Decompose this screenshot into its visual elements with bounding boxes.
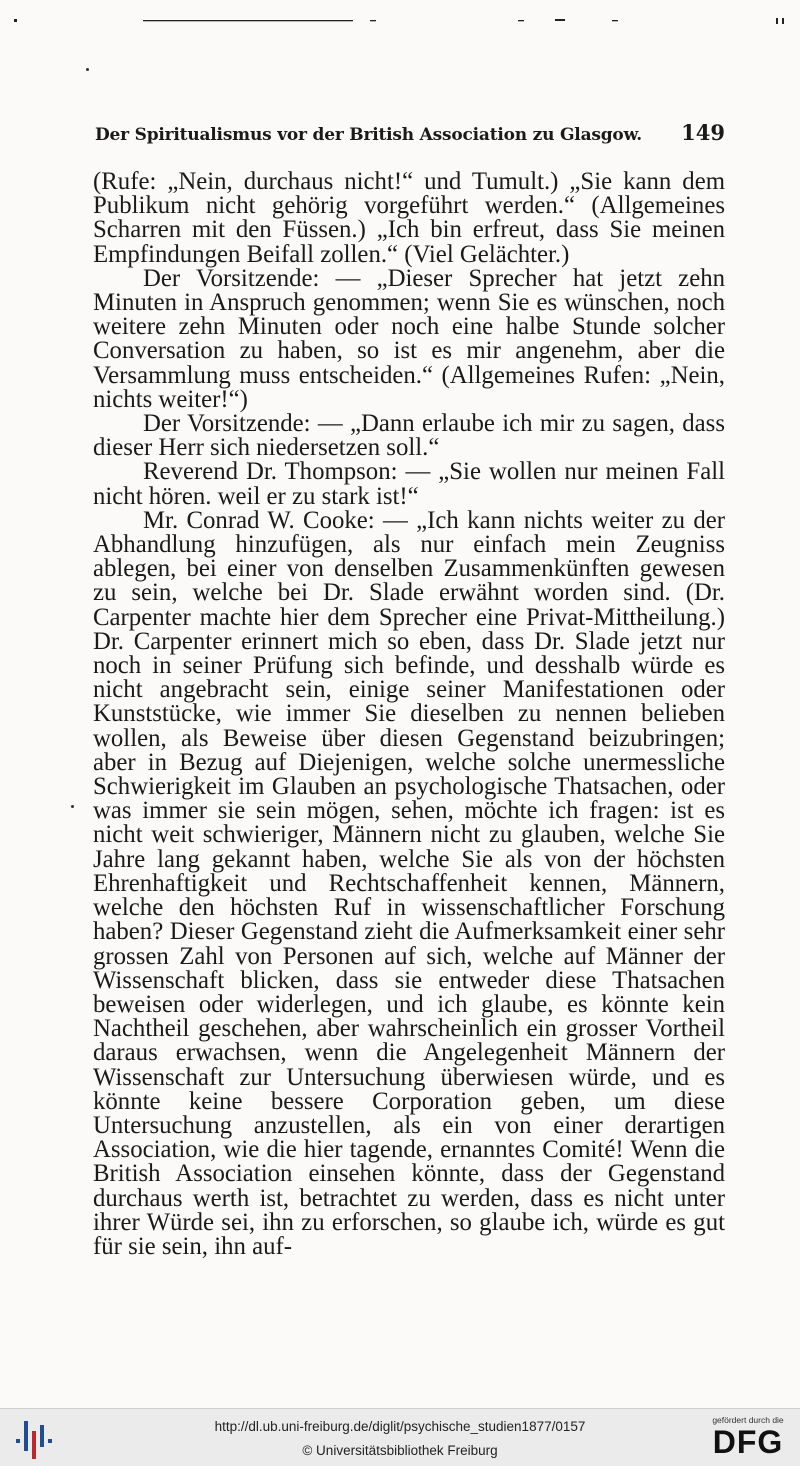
dfg-tagline: gefördert durch die: [712, 1415, 784, 1425]
paragraph: Mr. Conrad W. Cooke: — „Ich kann nichts weiter zu der Abhandlung hinzufügen, als nur einfach mein Zeugniss ablegen, bei einer von denselben Zusammenkünften gewesen zu sein, welche bei Dr. Slade erwähnt worden sind. (Dr. Carpenter machte hier dem Sprecher eine Privat-Mittheilung.) Dr. Carpenter erinnert mich so eben, dass Dr. Slade jetzt nur noch in seiner Prüfung sich befinde, und desshalb würde es nicht angebracht sein, einige seiner Manifestationen oder Kunststücke, wie immer Sie dieselben zu nennen belieben wollen, als Beweise über diesen Gegenstand beizubringen; aber in Bezug auf Diejenigen, welche solche unermessliche Schwierigkeit im Glauben an psychologische Thatsachen, oder was immer sie sein mögen, sehen, möchte ich fragen: ist es nicht weit schwieriger, Männern nicht zu glauben, welche Sie Jahre lang gekannt haben, welche Sie als von der höchsten Ehrenhaftigkeit und Rechtschaffenheit kennen, Männern, welche den höchsten Ruf in wissenschaftlicher Forschung haben? Dieser Gegenstand zieht die Aufmerksamkeit einer sehr grossen Zahl von Personen auf sich, welche auf Männer der Wissenschaft blicken, dass sie entweder diese Thatsachen beweisen oder widerlegen, und ich glaube, es könnte kein Nachtheil geschehen, aber wahrscheinlich ein grosser Vortheil daraus erwachsen, wenn die Angelegenheit Männern der Wissenschaft zur Untersuchung überwiesen würde, und es könnte keine bessere Corporation geben, um diese Untersuchung anzustellen, als ein von einer derartigen Association, wie die hier tagende, ernanntes Comité! Wenn die British Association einsehen könnte, dass der Gegenstand durchaus werth ist, betrachtet zu werden, dass es nicht unter ihrer Würde sei, ihn zu erforschen, so glaube ich, würde es gut für sie sein, ihn auf-: [93, 506, 725, 1260]
paragraph: Der Vorsitzende: — „Dann erlaube ich mir zu sagen, dass dieser Herr sich niedersetzen soll.“: [93, 410, 725, 462]
dfg-badge: [704, 1415, 792, 1463]
copyright-notice: © Universitätsbibliothek Freiburg: [302, 1443, 498, 1458]
page-number: 149: [681, 120, 725, 145]
scan-speck: [71, 805, 74, 808]
paragraph: Reverend Dr. Thompson: — „Sie wollen nur meinen Fall nicht hören. weil er zu stark ist!“: [93, 458, 725, 510]
document-url[interactable]: http://dl.ub.uni-freiburg.de/diglit/psychische_studien1877/0157: [214, 1419, 586, 1434]
viewer-footer: [0, 1408, 800, 1466]
scan-speck: [86, 68, 89, 71]
paragraph: Der Vorsitzende: — „Dieser Sprecher hat jetzt zehn Minuten in Anspruch genommen; wenn Sie es wünschen, noch weitere zehn Minuten oder noch eine halbe Stunde solcher Conversation zu haben, so ist es mir angenehm, aber die Versammlung muss entscheiden.“ (Allgemeines Rufen: „Nein, nichts weiter!“): [93, 264, 725, 413]
running-title: Der Spiritualismus vor der British Association zu Glasgow.: [95, 125, 643, 145]
dfg-logo: DFG: [712, 1424, 784, 1460]
top-edge-scan-marks: [0, 0, 800, 30]
page-header: [95, 120, 725, 145]
page-body: [93, 170, 725, 1259]
paragraph: (Rufe: „Nein, durchaus nicht!“ und Tumult.) „Sie kann dem Publikum nicht gehörig vorgeführt werden.“ (Allgemeines Scharren mit den Füssen.) „Ich bin erfreut, dass Sie meinen Empfindungen Beifall zollen.“ (Viel Gelächter.): [93, 168, 725, 268]
